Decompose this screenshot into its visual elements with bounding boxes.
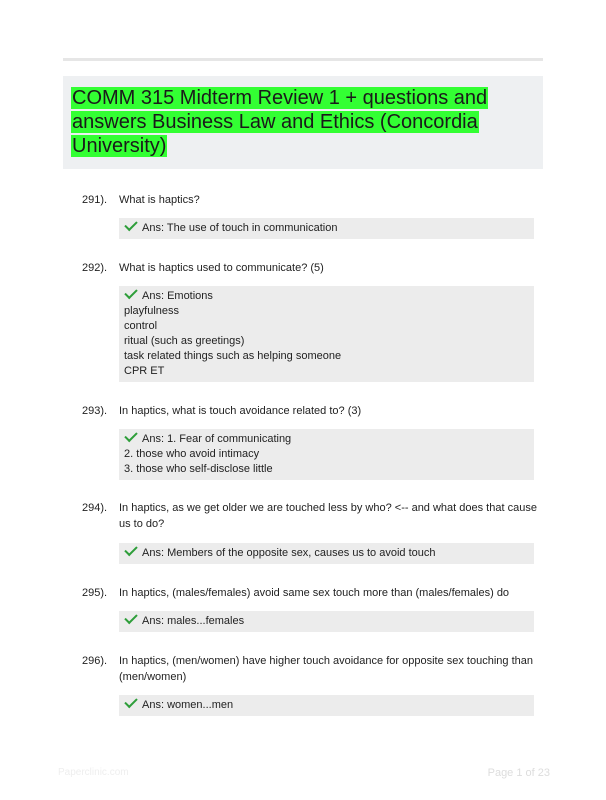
answer-box [119, 218, 534, 239]
answer-line: Ans: males...females [124, 614, 529, 629]
answer-box [119, 543, 534, 564]
question-text: What is haptics? [119, 194, 200, 206]
question-number: 293). [82, 405, 108, 417]
answer-line: Ans: women...men [124, 698, 529, 713]
page-number: Page 1 of 23 [487, 767, 550, 779]
checkmark-icon [124, 286, 137, 299]
checkmark-icon [124, 218, 137, 231]
footer-site: Paperclinic.com [58, 767, 129, 778]
answer-line: playfulness [124, 305, 180, 317]
answer-line: Ans: The use of touch in communication [124, 221, 529, 236]
checkmark-icon [124, 543, 137, 556]
question-number: 294). [82, 502, 108, 514]
question-number: 296). [82, 655, 108, 667]
answer-line: 3. those who self-disclose little [124, 463, 273, 475]
question-text: In haptics, what is touch avoidance related to? (3) [119, 405, 362, 417]
checkmark-icon [124, 611, 137, 624]
document-title: COMM 315 Midterm Review 1 + questions and answers Business Law and Ethics (Concordia University) [72, 87, 488, 157]
answer-line: Ans: Emotions [124, 289, 529, 304]
question-text: In haptics, as we get older we are touched less by who? <-- and what does that cause us to do? [119, 502, 537, 530]
answer-line: control [124, 320, 158, 332]
question-number: 291). [82, 194, 108, 206]
answer-box [119, 611, 534, 632]
answer-box [119, 695, 534, 716]
checkmark-icon [124, 695, 137, 708]
answer-line: Ans: Members of the opposite sex, causes us to avoid touch [124, 546, 529, 561]
top-divider [63, 58, 543, 61]
answer-box [119, 286, 534, 382]
checkmark-icon [124, 429, 137, 442]
question-number: 292). [82, 262, 108, 274]
title-block [63, 76, 543, 169]
answer-line: Ans: 1. Fear of communicating [124, 432, 529, 447]
question-text: What is haptics used to communicate? (5) [119, 262, 324, 274]
answer-line: ritual (such as greetings) [124, 335, 245, 347]
question-text: In haptics, (men/women) have higher touch avoidance for opposite sex touching than (men/women) [119, 655, 533, 683]
question-text: In haptics, (males/females) avoid same sex touch more than (males/females) do [119, 587, 510, 599]
answer-line: 2. those who avoid intimacy [124, 448, 260, 460]
answer-box [119, 429, 534, 480]
answer-line: task related things such as helping someone [124, 350, 342, 362]
answer-line: CPR ET [124, 365, 165, 377]
question-number: 295). [82, 587, 108, 599]
